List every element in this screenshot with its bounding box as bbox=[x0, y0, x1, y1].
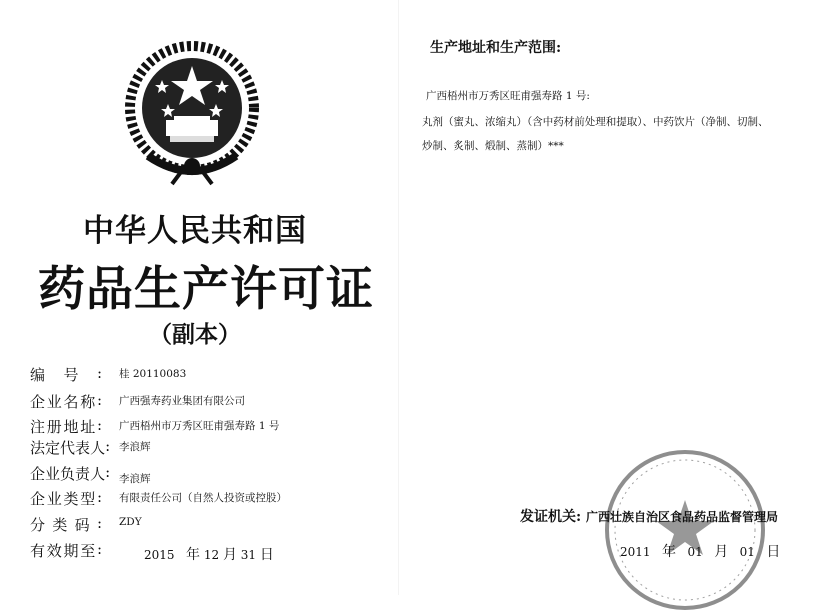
official-seal-icon bbox=[600, 445, 770, 615]
label-char: 业 bbox=[46, 490, 62, 508]
label-char: 至 bbox=[80, 542, 96, 560]
field-label bbox=[30, 437, 111, 458]
field-label bbox=[30, 364, 102, 385]
label-char: 企 bbox=[30, 465, 46, 483]
label-char: : bbox=[105, 437, 111, 455]
label-char: 效 bbox=[46, 542, 62, 560]
label-char: : bbox=[96, 364, 102, 382]
label-char: 企 bbox=[30, 393, 46, 411]
scope-text: 丸剂（蜜丸、浓缩丸）（含中药材前处理和提取）、中药饮片（净制、切制、炒制、炙制、煅制、蒸制）*** bbox=[422, 116, 769, 152]
validity-date bbox=[144, 544, 274, 564]
issue-day-char: 日 bbox=[766, 544, 781, 560]
label-char: 类 bbox=[52, 516, 68, 534]
label-char: 码 bbox=[74, 516, 90, 534]
issuer-name: 广西壮族自治区食品药品监督管理局 bbox=[586, 510, 779, 524]
label-char: 定 bbox=[45, 439, 61, 457]
label-char: : bbox=[96, 416, 102, 434]
label-char: : bbox=[96, 514, 102, 532]
label-char: 人 bbox=[90, 439, 106, 457]
copy-subtitle: （副本） bbox=[149, 322, 241, 348]
label-char: 册 bbox=[46, 418, 62, 436]
field-label bbox=[30, 463, 111, 484]
issuer-label: 发证机关: bbox=[520, 509, 582, 525]
field-value: 李浪辉 bbox=[119, 441, 151, 453]
issue-year: 2011 bbox=[620, 545, 651, 559]
field-value: 李浪辉 bbox=[119, 473, 151, 485]
scope-heading: 生产地址和生产范围: bbox=[430, 40, 562, 56]
label-char: : bbox=[96, 488, 102, 506]
national-emblem-icon bbox=[118, 36, 266, 186]
label-char: 类 bbox=[63, 490, 79, 508]
validity-day: 31 bbox=[240, 548, 257, 562]
label-char: : bbox=[105, 463, 111, 481]
label-char: 表 bbox=[75, 439, 91, 457]
issue-day: 01 bbox=[739, 545, 755, 559]
label-char: 业 bbox=[45, 465, 61, 483]
page-fold bbox=[398, 0, 399, 595]
field-value: 有限责任公司（自然人投资或控股） bbox=[119, 492, 287, 504]
label-char: 称 bbox=[80, 393, 96, 411]
issuing-authority bbox=[520, 506, 778, 526]
issue-month-char: 月 bbox=[714, 544, 729, 560]
label-char: 企 bbox=[30, 490, 46, 508]
label-char: 名 bbox=[63, 393, 79, 411]
label-char: : bbox=[96, 391, 102, 409]
country-title: 中华人民共和国 bbox=[83, 213, 307, 249]
field-value: 桂 20110083 bbox=[119, 368, 187, 380]
label-char: 业 bbox=[46, 393, 62, 411]
issue-year-char: 年 bbox=[662, 544, 676, 560]
validity-month: 12 bbox=[203, 548, 220, 562]
label-char: 分 bbox=[30, 516, 46, 534]
label-char: 型 bbox=[80, 490, 96, 508]
label-char: 代 bbox=[60, 439, 76, 457]
label-char: 期 bbox=[63, 542, 79, 560]
label-char: 有 bbox=[30, 542, 46, 560]
label-char: 注 bbox=[30, 418, 46, 436]
label-char: 人 bbox=[90, 465, 106, 483]
field-value: 广西梧州市万秀区旺甫强寿路 1 号 bbox=[119, 420, 280, 432]
field-label bbox=[30, 416, 102, 437]
issue-month: 01 bbox=[687, 545, 703, 559]
field-label bbox=[30, 488, 102, 509]
label-char: 地 bbox=[63, 418, 79, 436]
label-char: 编 bbox=[30, 366, 46, 384]
label-char: : bbox=[96, 540, 102, 558]
label-char: 号 bbox=[63, 366, 79, 384]
scope-address: 广西梧州市万秀区旺甫强寿路 1 号: bbox=[426, 90, 590, 102]
label-char: 责 bbox=[75, 465, 91, 483]
field-label bbox=[30, 540, 102, 561]
validity-year: 2015 bbox=[144, 548, 175, 562]
validity-day-char: 日 bbox=[259, 547, 274, 563]
field-label bbox=[30, 391, 102, 412]
field-value: 广西强寿药业集团有限公司 bbox=[119, 395, 245, 407]
label-char: 法 bbox=[30, 439, 46, 457]
label-char: 址 bbox=[80, 418, 96, 436]
field-value: ZDY bbox=[119, 516, 142, 528]
field-label bbox=[30, 514, 102, 535]
validity-month-char: 月 bbox=[222, 547, 237, 563]
validity-year-char: 年 bbox=[186, 547, 200, 563]
issue-date bbox=[620, 541, 780, 561]
label-char: 负 bbox=[60, 465, 76, 483]
license-title: 药品生产许可证 bbox=[38, 262, 374, 317]
